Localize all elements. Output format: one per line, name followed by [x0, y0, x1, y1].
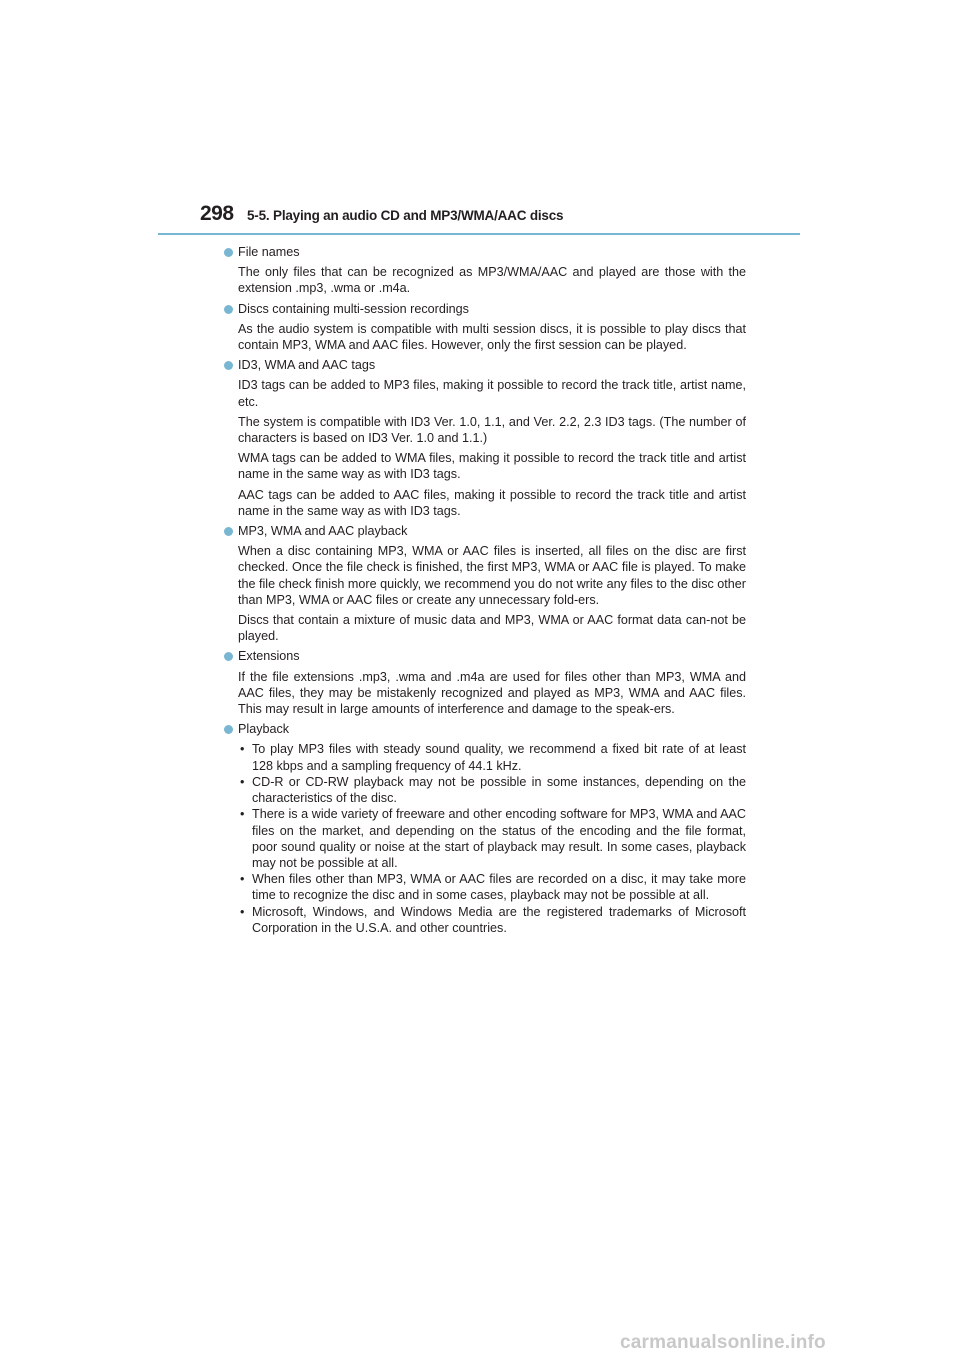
list-item-extensions — [224, 648, 746, 717]
list-item-file-names — [224, 244, 746, 297]
page-number: 298 — [200, 202, 234, 225]
list-item-playback-formats — [224, 523, 746, 644]
sub-bullet — [238, 806, 746, 871]
item-paragraph: ID3 tags can be added to MP3 files, making it possible to record the track title, artist name, etc. — [238, 378, 746, 409]
sub-bullet-text: To play MP3 files with steady sound quality, we recommend a fixed bit rate of at least 128 kbps and a sampling frequency of 44.1 kHz. — [252, 742, 746, 773]
item-paragraph: As the audio system is compatible with multi session discs, it is possible to play discs that contain MP3, WMA and AAC files. However, only the first session can be played. — [238, 321, 746, 353]
sub-bullet — [238, 871, 746, 903]
bullet-icon — [224, 652, 233, 661]
item-paragraph: WMA tags can be added to WMA files, making it possible to record the track title and artist name in the same way as with ID3 tags. — [238, 451, 746, 482]
list-item-tags — [224, 357, 746, 519]
sub-bullet-dot: • — [240, 872, 245, 887]
page-header — [200, 202, 800, 234]
item-paragraph: The only files that can be recognized as MP3/WMA/AAC and played are those with the extension .mp3, .wma or .m4a. — [238, 265, 746, 296]
item-paragraph: The system is compatible with ID3 Ver. 1.0, 1.1, and Ver. 2.2, 2.3 ID3 tags. (The number of characters is based on ID3 Ver. 1.0 and 1.1.) — [238, 414, 746, 446]
item-paragraph: Discs that contain a mixture of music data and MP3, WMA or AAC format data can-not be played. — [238, 613, 746, 644]
sub-bullet — [238, 774, 746, 806]
item-heading: ID3, WMA and AAC tags — [238, 358, 376, 373]
sub-bullet — [238, 904, 746, 936]
item-heading: File names — [238, 245, 300, 259]
item-heading: Playback — [238, 722, 290, 737]
sub-bullet-dot: • — [240, 774, 245, 789]
list-item-multi-session — [224, 301, 746, 354]
bullet-icon — [224, 361, 233, 370]
item-paragraph: If the file extensions .mp3, .wma and .m4a are used for files other than MP3, WMA and AAC files, they may be mistakenly recognized and played as MP3, WMA and AAC files. This may result in large amounts of interference and damage to the speak-ers. — [238, 669, 746, 717]
sub-bullet-text: When files other than MP3, WMA or AAC files are recorded on a disc, it may take more time to recognize the disc and in some cases, playback may not be possible at all. — [252, 872, 746, 903]
sub-bullet — [238, 741, 746, 773]
sub-bullet-dot: • — [240, 807, 245, 822]
sub-bullet-text: Microsoft, Windows, and Windows Media are the registered trademarks of Microsoft Corporation in the U.S.A. and other countries. — [252, 904, 746, 935]
page-content — [224, 244, 746, 940]
item-heading: Extensions — [238, 649, 300, 664]
sub-bullet-text: There is a wide variety of freeware and other encoding software for MP3, WMA and AAC files on the market, and depending on the status of the encoding and the file format, poor sound quality or noise at the start of playback may result. In some cases, playback may not be possible at all. — [252, 807, 746, 870]
section-title: 5-5. Playing an audio CD and MP3/WMA/AAC discs — [247, 208, 564, 223]
sub-bullet-text: CD-R or CD-RW playback may not be possible in some instances, depending on the characteristics of the disc. — [252, 774, 746, 806]
sub-bullet-dot: • — [240, 742, 245, 757]
watermark-link[interactable]: carmanualsonline.info — [620, 1332, 826, 1353]
bullet-icon — [224, 248, 233, 257]
header-divider — [158, 233, 800, 235]
bullet-icon — [224, 725, 233, 734]
item-heading: MP3, WMA and AAC playback — [238, 524, 408, 539]
list-item-playback — [224, 721, 746, 936]
item-heading: Discs containing multi-session recordings — [238, 301, 469, 316]
item-paragraph: AAC tags can be added to AAC files, making it possible to record the track title and artist name in the same way as with ID3 tags. — [238, 487, 746, 518]
bullet-icon — [224, 305, 233, 314]
sub-bullet-dot: • — [240, 904, 245, 919]
item-paragraph: When a disc containing MP3, WMA or AAC files is inserted, all files on the disc are first checked. Once the file check is finished, the first MP3, WMA or AAC file is played. To make the file check finish more quickly, we recommend you do not write any files to the disc other than MP3, WMA or AAC files or create any unnecessary fold-ers. — [238, 544, 746, 607]
bullet-icon — [224, 527, 233, 536]
